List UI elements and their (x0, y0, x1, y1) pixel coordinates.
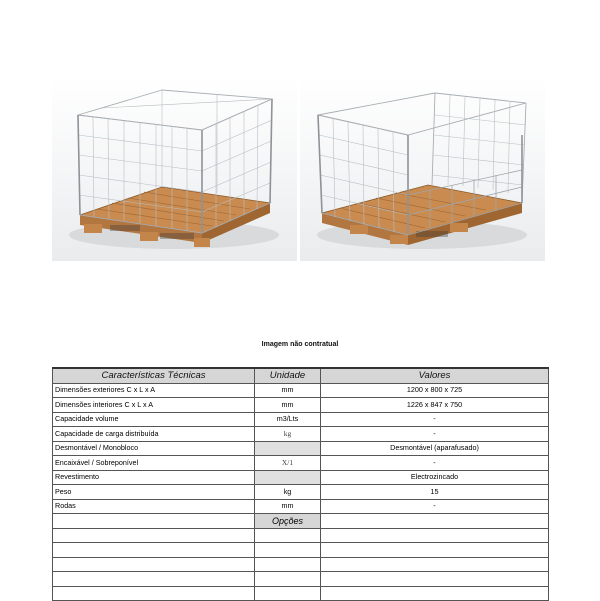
spec-unit: m3/Lts (255, 412, 321, 427)
spec-label: Rodas (53, 499, 255, 514)
pallet-cage-closed-icon (52, 75, 297, 261)
spec-label: Encaixável / Sobreponível (53, 456, 255, 471)
pallet-cage-open-icon (300, 75, 545, 261)
spec-unit: mm (255, 499, 321, 514)
empty-cell (321, 586, 549, 601)
empty-cell (255, 572, 321, 587)
table-header-row (53, 368, 549, 383)
spec-label: Capacidade volume (53, 412, 255, 427)
spec-value: 1200 x 800 x 725 (321, 383, 549, 398)
spec-label: Dimensões interiores C x L x A (53, 398, 255, 413)
spec-label: Capacidade de carga distribuída (53, 427, 255, 442)
empty-cell (255, 543, 321, 558)
header-values: Valores (321, 368, 549, 383)
spec-value: - (321, 456, 549, 471)
spec-value: - (321, 499, 549, 514)
empty-cell (321, 572, 549, 587)
spec-value: Desmontável (aparafusado) (321, 441, 549, 456)
spec-unit (255, 441, 321, 456)
options-empty-row (53, 528, 549, 543)
spec-value: - (321, 412, 549, 427)
spec-unit: X/1 (255, 456, 321, 471)
empty-cell (53, 528, 255, 543)
spec-label: Revestimento (53, 470, 255, 485)
options-empty-row (53, 557, 549, 572)
technical-specs-table (52, 367, 549, 601)
product-photo-left (52, 75, 297, 261)
options-empty-row (53, 586, 549, 601)
spec-unit: mm (255, 398, 321, 413)
header-characteristics: Características Técnicas (53, 368, 255, 383)
table-row (53, 470, 549, 485)
product-photo-right (300, 75, 545, 261)
options-blank-cell (53, 514, 255, 529)
table-row (53, 456, 549, 471)
options-empty-row (53, 543, 549, 558)
spec-value: 1226 x 847 x 750 (321, 398, 549, 413)
spec-label: Desmontável / Monobloco (53, 441, 255, 456)
empty-cell (255, 557, 321, 572)
spec-unit: mm (255, 383, 321, 398)
table-row (53, 412, 549, 427)
image-disclaimer-caption: Imagem não contratual (261, 341, 339, 348)
table-row (53, 427, 549, 442)
spec-value: - (321, 427, 549, 442)
spec-unit (255, 470, 321, 485)
options-title: Opções (255, 514, 321, 529)
spec-unit: kg (255, 427, 321, 442)
spec-unit: kg (255, 485, 321, 500)
table-row (53, 441, 549, 456)
spec-label: Peso (53, 485, 255, 500)
empty-cell (321, 557, 549, 572)
table-row (53, 398, 549, 413)
empty-cell (53, 543, 255, 558)
empty-cell (321, 528, 549, 543)
spec-value: 15 (321, 485, 549, 500)
spec-label: Dimensões exteriores C x L x A (53, 383, 255, 398)
table-row (53, 499, 549, 514)
empty-cell (53, 557, 255, 572)
empty-cell (255, 528, 321, 543)
empty-cell (255, 586, 321, 601)
header-unit: Unidade (255, 368, 321, 383)
table-row (53, 485, 549, 500)
options-header-row (53, 514, 549, 529)
table-row (53, 383, 549, 398)
empty-cell (53, 572, 255, 587)
empty-cell (321, 543, 549, 558)
empty-cell (53, 586, 255, 601)
spec-value: Electrozincado (321, 470, 549, 485)
options-blank-cell (321, 514, 549, 529)
options-empty-row (53, 572, 549, 587)
